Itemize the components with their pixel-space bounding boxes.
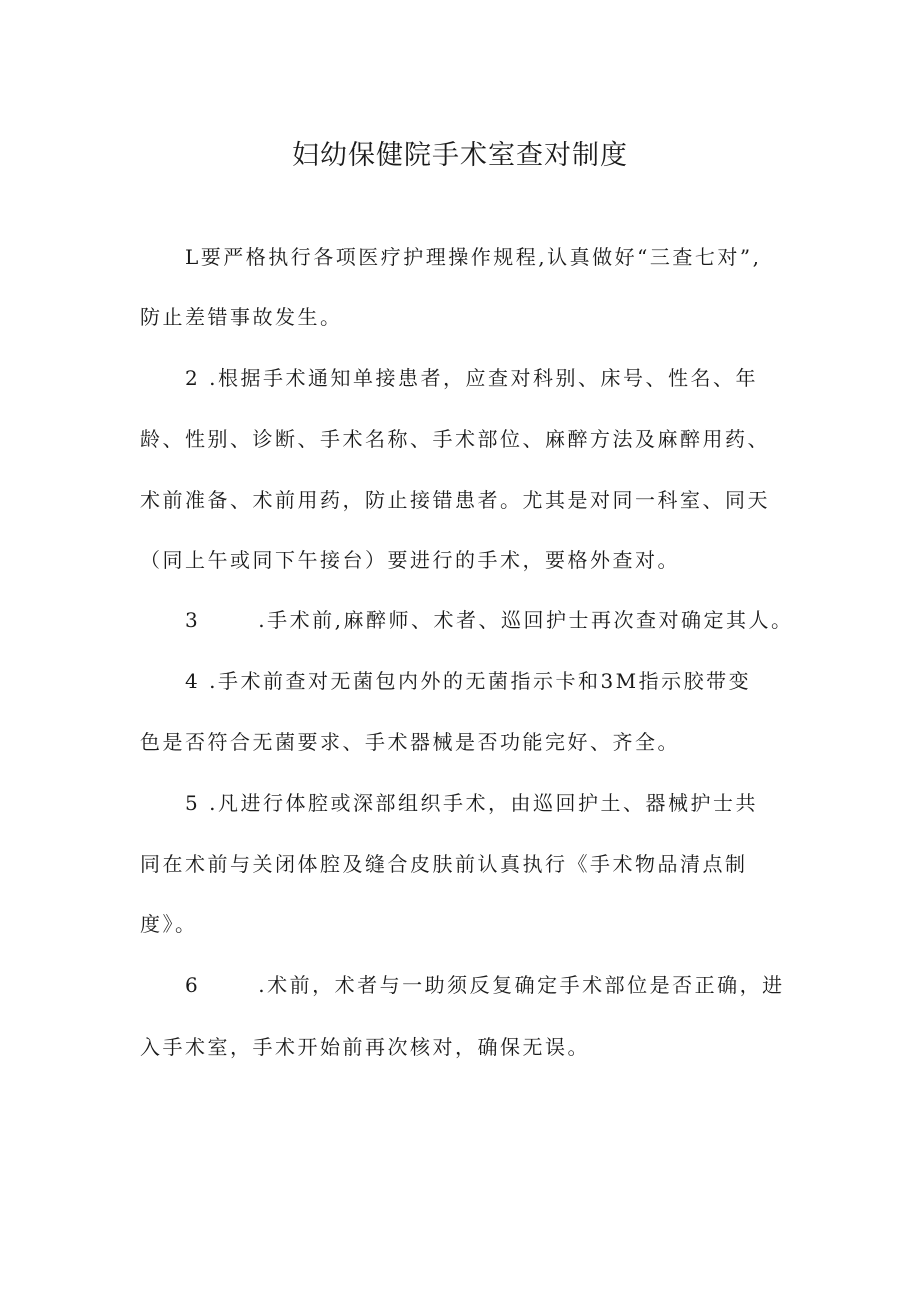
item-6-line-1	[185, 970, 785, 1000]
item-2-line-2: 龄、性别、诊断、手术名称、手术部位、麻醉方法及麻醉用药、	[140, 427, 770, 451]
item-6-line-2: 入手术室，手术开始前再次核对，确保无误。	[140, 1035, 590, 1059]
document-title: 妇幼保健院手术室查对制度	[292, 140, 628, 171]
item-4-line-2: 色是否符合无菌要求、手术器械是否功能完好、齐全。	[140, 730, 680, 754]
item-3-line-1	[185, 605, 793, 635]
item-5-line-2: 同在术前与关闭体腔及缝合皮肤前认真执行《手术物品清点制	[140, 852, 748, 876]
item-3-number: 3	[185, 608, 201, 632]
item-1-line-1: L要严格执行各项医疗护理操作规程,认真做好“三查七对”,	[185, 245, 762, 269]
item-5-line-1: 5 .凡进行体腔或深部组织手术，由巡回护土、器械护士共	[185, 791, 758, 815]
item-3-text: .手术前,麻醉师、术者、巡回护士再次查对确定其人。	[258, 608, 794, 632]
item-2-line-3: 术前准备、术前用药，防止接错患者。尤其是对同一科室、同天	[140, 488, 770, 512]
item-6-text: .术前，术者与一助须反复确定手术部位是否正确，进	[258, 973, 785, 997]
item-2-line-1: 2 .根据手术通知单接患者，应查对科别、床号、性名、年	[185, 366, 758, 390]
item-1-line-2: 防止差错事故发生。	[140, 305, 343, 329]
item-5-line-3: 度》。	[140, 912, 198, 936]
item-6-number: 6	[185, 973, 201, 997]
item-4-line-1: 4 .手术前查对无菌包内外的无菌指示卡和3M指示胶带变	[185, 669, 752, 693]
item-2-line-4: （同上午或同下午接台）要进行的手术，要格外查对。	[140, 548, 680, 572]
